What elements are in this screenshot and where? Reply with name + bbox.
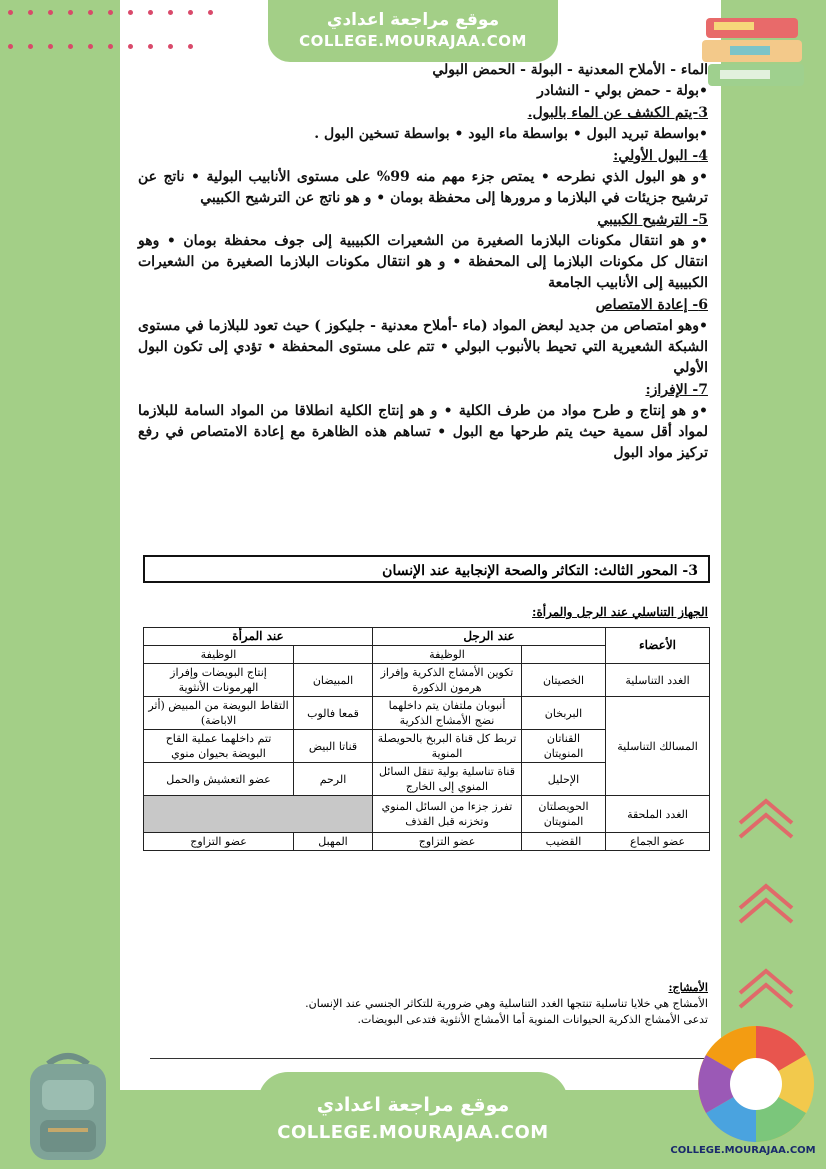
organ-cell: قمعا فالوب (294, 697, 373, 730)
header-function-man: الوظيفة (373, 646, 522, 664)
section-heading: 3-يتم الكشف عن الماء بالبول. (527, 105, 708, 121)
function-cell: تفرز جزءا من السائل المنوي وتخزنه قبل القذف (373, 796, 522, 833)
organ-cell: المهبل (294, 833, 373, 851)
organ-cell: قناتا البيض (294, 730, 373, 763)
site-name-ar: موقع مراجعة اعدادي (326, 10, 500, 30)
gametes-paragraph: تدعى الأمشاج الذكرية الحيوانات المنوية أما الأمشاج الأنثوية فتدعى البويضات. (357, 1013, 708, 1026)
paragraph: •بواسطة تبريد البول • بواسطة ماء اليود • بواسطة تسخين البول . (314, 126, 708, 142)
site-url: COLLEGE.MOURAJAA.COM (299, 32, 527, 50)
decorative-dots (0, 0, 260, 60)
category-cell: عضو الجماع (606, 833, 710, 851)
paragraph: •و هو البول الذي نطرحه • يمتص جزء مهم منه 99% على مستوى الأنابيب البولية • ناتج عن ترشيح جزيئات في البلازما و مرورها إلى محفظة بومان • و هو ناتج عن الترشيح الكبيبي (138, 169, 708, 206)
site-logo-icon (696, 1024, 816, 1144)
paragraph: •و هو انتقال مكونات البلازما الصغيرة من الشعيرات الكبيبية إلى جوف محفظة بومان • وهو انتقال كل مكونات البلازما إلى المحفظة • و هو انتقال مكونات البلازما الصغيرة من الشعيرات الكبيبية إلى الأنابيب الجامعة (138, 233, 708, 291)
category-cell: الغدد التناسلية (606, 664, 710, 697)
paragraph: •و هو إنتاج و طرح مواد من طرف الكلية • و هو إنتاج الكلية انطلاقا من المواد السامة للبلازما لمواد أقل سمية حيث يتم طرحها مع البول • تساهم هذه الظاهرة مع إعادة الامتصاص في رفع تركيز مواد البول (138, 403, 708, 461)
header-function-woman: الوظيفة (144, 646, 294, 664)
divider (150, 1058, 708, 1059)
lesson-text (138, 60, 708, 464)
section-heading: 4- البول الأولي: (613, 148, 708, 164)
site-banner-top[interactable] (268, 0, 558, 62)
chevron-up-icon (736, 965, 796, 1013)
table-row (144, 697, 710, 730)
organ-cell: القناتان المنويتان (522, 730, 606, 763)
reproductive-organs-table (143, 627, 710, 851)
function-cell: تربط كل قناة البربخ بالحويصلة المنوية (373, 730, 522, 763)
organ-cell: القضيب (522, 833, 606, 851)
function-cell: عضو التزاوج (373, 833, 522, 851)
function-cell: إنتاج البويضات وإفراز الهرمونات الأنثوية (144, 664, 294, 697)
organ-cell: الإحليل (522, 763, 606, 796)
function-cell: أنبوبان ملتفان يتم داخلهما نضج الأمشاج الذكرية (373, 697, 522, 730)
organ-cell: الرحم (294, 763, 373, 796)
paragraph: •وهو امتصاص من جديد لبعض المواد (ماء -أملاح معدنية - جليكوز ) حيث تعود للبلازما في مستوى الشبكة الشعيرية التي تحيط بالأنبوب البولي • تتم على مستوى المحفظة • تؤدي إلى تكون البول الأولي (138, 318, 708, 376)
axis-title-box: 3- المحور الثالث: التكاثر والصحة الإنجابية عند الإنسان (143, 555, 710, 583)
organ-cell: الخصيتان (522, 664, 606, 697)
text-line: الماء - الأملاح المعدنية - البولة - الحمض البولي (432, 62, 708, 78)
header-man: عند الرجل (373, 628, 606, 646)
table-row (144, 796, 710, 833)
function-cell: قناة تناسلية بولية تنقل السائل المنوي إلى الخارج (373, 763, 522, 796)
books-icon (700, 12, 812, 92)
header-woman: عند المرأة (144, 628, 373, 646)
category-cell: المسالك التناسلية (606, 697, 710, 796)
logo-caption: COLLEGE.MOURAJAA.COM (670, 1145, 816, 1156)
chevron-up-icon (736, 795, 796, 843)
category-cell: الغدد الملحقة (606, 796, 710, 833)
site-url: COLLEGE.MOURAJAA.COM (277, 1122, 549, 1143)
chevron-up-icon (736, 880, 796, 928)
table-row (144, 833, 710, 851)
function-cell: تكوين الأمشاج الذكرية وإفراز هرمون الذكورة (373, 664, 522, 697)
function-cell: تتم داخلهما عملية القاح البويضة بحيوان منوي (144, 730, 294, 763)
text-line: •بولة - حمض بولي - النشادر (537, 83, 708, 99)
section-heading: 7- الإفراز: (645, 382, 708, 398)
function-cell: عضو التعشيش والحمل (144, 763, 294, 796)
section-heading: 5- الترشيح الكبيبي (597, 212, 708, 228)
section-heading: 6- إعادة الامتصاص (595, 297, 708, 313)
table-caption: الجهاز التناسلي عند الرجل والمرأة: (532, 605, 708, 619)
function-cell: عضو التزاوج (144, 833, 294, 851)
empty-gray-cell (144, 796, 373, 833)
site-name-ar: موقع مراجعة اعدادي (316, 1094, 510, 1116)
gametes-title: الأمشاج: (668, 981, 708, 994)
backpack-icon (18, 1050, 118, 1165)
organ-cell: المبيضان (294, 664, 373, 697)
header-organs: الأعضاء (606, 628, 710, 664)
gametes-paragraph: الأمشاج هي خلايا تناسلية تنتجها الغدد التناسلية وهي ضرورية للتكاثر الجنسي عند الإنسان. (305, 997, 708, 1010)
organ-cell: الحويصلتان المنويتان (522, 796, 606, 833)
table-header-row (144, 628, 710, 646)
table-row (144, 664, 710, 697)
organ-cell: البربخان (522, 697, 606, 730)
site-banner-bottom[interactable] (258, 1072, 568, 1169)
function-cell: التقاط البويضة من المبيض (أثر الاباضة) (144, 697, 294, 730)
gametes-section (150, 980, 708, 1028)
